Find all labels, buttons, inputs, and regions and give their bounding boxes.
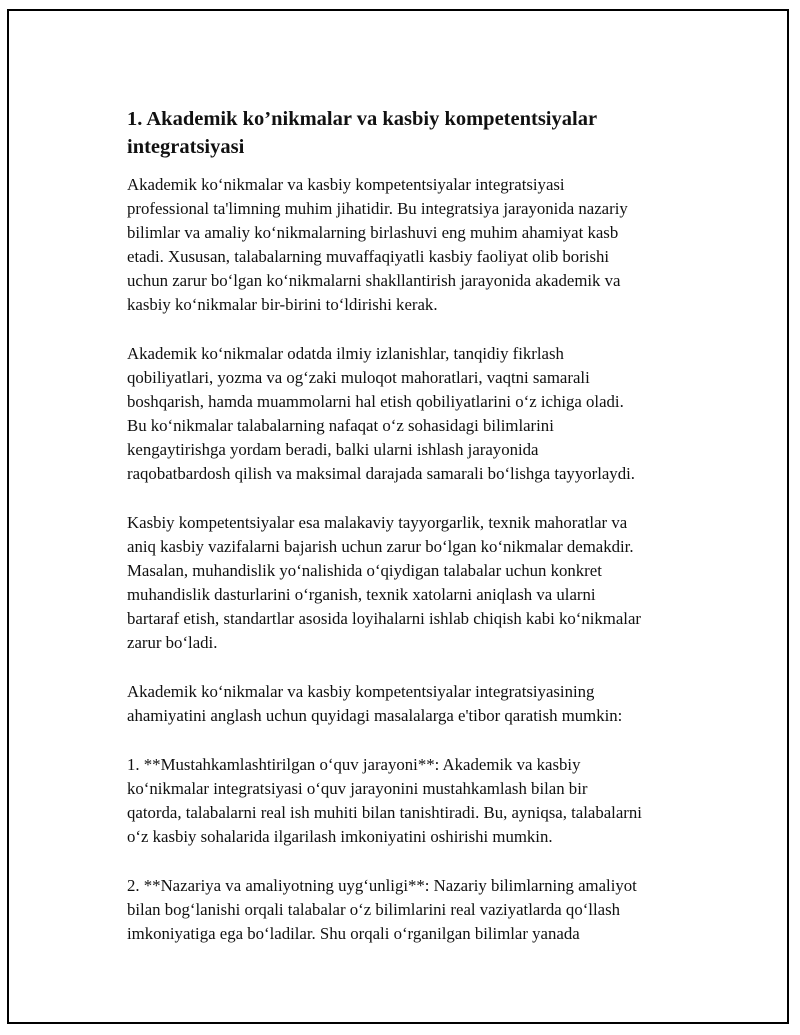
text-line: Masalan, muhandislik yoʻnalishida oʻqiydigan talabalar uchun konkret	[127, 561, 602, 580]
text-line: uchun zarur boʻlgan koʻnikmalarni shakllantirish jarayonida akademik va	[127, 271, 621, 290]
text-line: Bu koʻnikmalar talabalarning nafaqat oʻz sohasidagi bilimlarini	[127, 416, 554, 435]
text-line: Akademik koʻnikmalar va kasbiy kompetentsiyalar integratsiyasining	[127, 682, 595, 701]
heading-line: 1. Akademik ko’nikmalar va kasbiy kompetentsiyalar	[127, 108, 598, 130]
text-line: imkoniyatiga ega boʻladilar. Shu orqali oʻrganilgan bilimlar yanada	[127, 924, 580, 943]
text-line: Akademik koʻnikmalar va kasbiy kompetentsiyalar integratsiyasi	[127, 175, 565, 194]
text-line: bilimlar va amaliy koʻnikmalarning birlashuvi eng muhim ahamiyat kasb	[127, 223, 619, 242]
paragraph-academic-skills	[127, 342, 707, 486]
text-line: raqobatbardosh qilish va maksimal darajada samarali boʻlishga tayyorlaydi.	[127, 464, 635, 483]
page-frame	[7, 9, 789, 1024]
text-line: aniq kasbiy vazifalarni bajarish uchun zarur boʻlgan koʻnikmalar demakdir.	[127, 537, 634, 556]
text-line: qatorda, talabalarni real ish muhiti bilan tanishtiradi. Bu, ayniqsa, talabalarni	[127, 803, 642, 822]
paragraph-importance	[127, 680, 707, 728]
text-line: Akademik koʻnikmalar odatda ilmiy izlanishlar, tanqidiy fikrlash	[127, 344, 564, 363]
text-line: qobiliyatlari, yozma va ogʻzaki muloqot mahoratlari, vaqtni samarali	[127, 368, 590, 387]
text-line: 1. **Mustahkamlashtirilgan oʻquv jarayoni**: Akademik va kasbiy	[127, 755, 581, 774]
text-line: Kasbiy kompetentsiyalar esa malakaviy tayyorgarlik, texnik mahoratlar va	[127, 513, 628, 532]
paragraph-intro	[127, 173, 707, 317]
text-line: bilan bogʻlanishi orqali talabalar oʻz bilimlarini real vaziyatlarda qoʻllash	[127, 900, 620, 919]
list-item-2	[127, 874, 707, 946]
text-line: etadi. Xususan, talabalarning muvaffaqiyatli kasbiy faoliyat olib borishi	[127, 247, 610, 266]
text-line: ahamiyatini anglash uchun quyidagi masalalarga e'tibor qaratish mumkin:	[127, 706, 623, 725]
text-line: bartaraf etish, standartlar asosida loyihalarni ishlab chiqish kabi koʻnikmalar	[127, 609, 641, 628]
text-line: professional ta'limning muhim jihatidir. Bu integratsiya jarayonida nazariy	[127, 199, 628, 218]
text-line: 2. **Nazariya va amaliyotning uygʻunligi**: Nazariy bilimlarning amaliyot	[127, 876, 637, 895]
paragraph-professional-competencies	[127, 511, 707, 655]
text-line: kengaytirishga yordam beradi, balki ularni ishlash jarayonida	[127, 440, 539, 459]
document-body	[127, 105, 707, 971]
text-line: muhandislik dasturlarini oʻrganish, texnik xatolarni aniqlash va ularni	[127, 585, 596, 604]
text-line: boshqarish, hamda muammolarni hal etish qobiliyatlarini oʻz ichiga oladi.	[127, 392, 624, 411]
text-line: zarur boʻladi.	[127, 633, 218, 652]
text-line: koʻnikmalar integratsiyasi oʻquv jarayonini mustahkamlash bilan bir	[127, 779, 588, 798]
section-heading	[127, 105, 707, 161]
heading-line: integratsiyasi	[127, 136, 245, 158]
text-line: oʻz kasbiy sohalarida ilgarilash imkoniyatini oshirishi mumkin.	[127, 827, 553, 846]
list-item-1	[127, 753, 707, 849]
text-line: kasbiy koʻnikmalar bir-birini toʻldirishi kerak.	[127, 295, 438, 314]
